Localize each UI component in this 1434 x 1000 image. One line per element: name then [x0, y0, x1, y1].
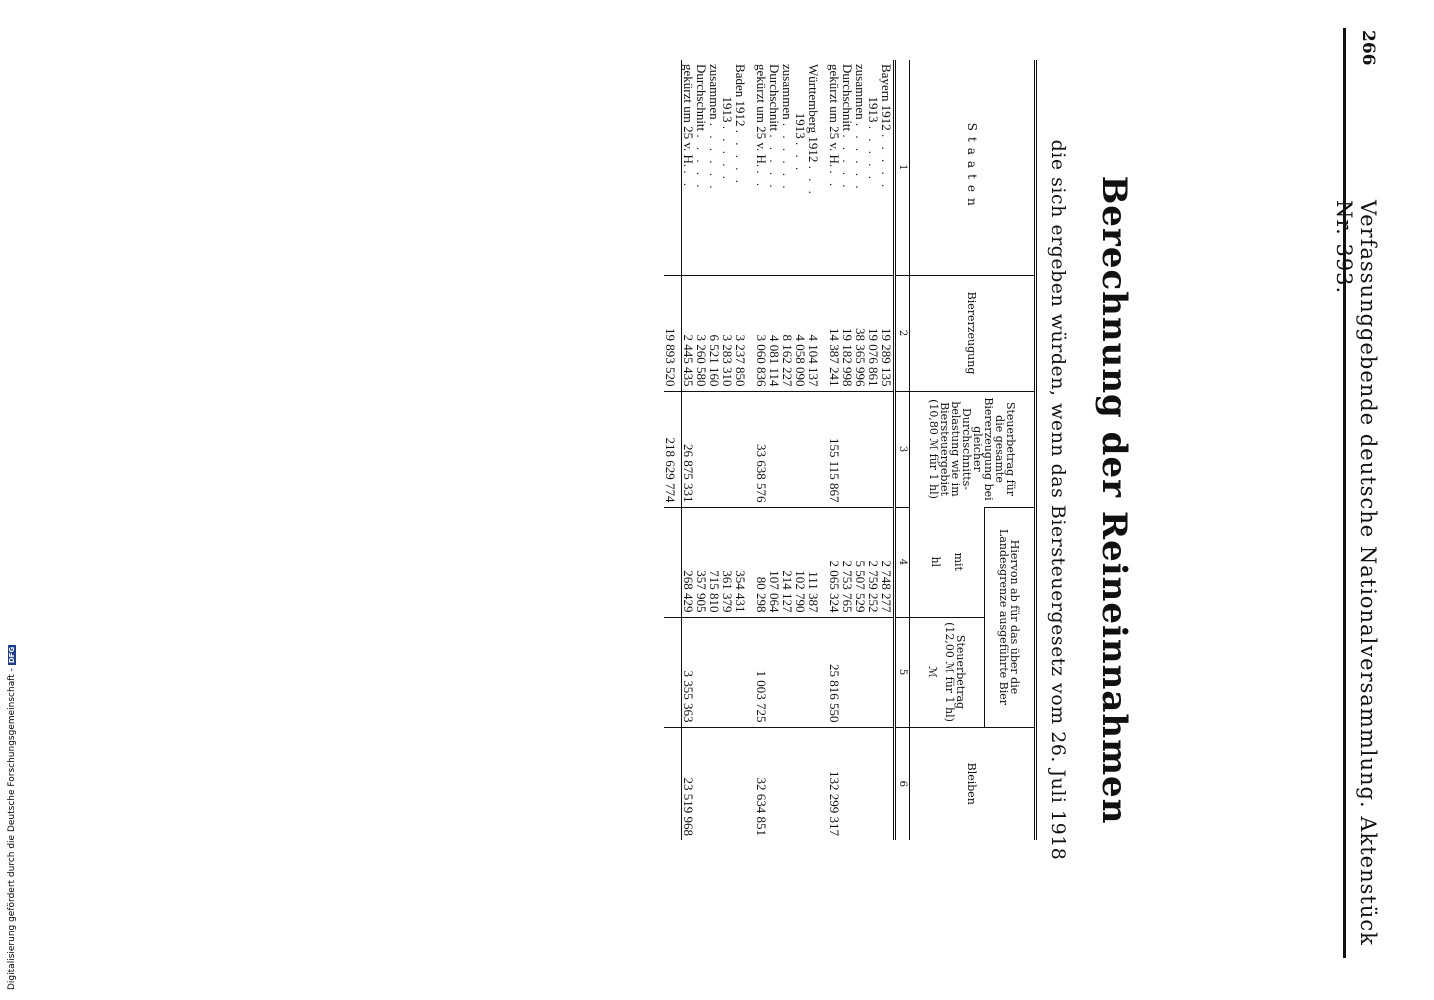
row-leader-dots: . . . . . [720, 125, 735, 182]
col-num-4: 4 [895, 507, 910, 617]
cell-c6 [721, 727, 734, 840]
row-label-text: Durchschnitt [840, 64, 855, 132]
cell-c3: 155 115 867 [828, 391, 841, 507]
row-label [828, 60, 841, 275]
cell-c2: 14 387 241 [828, 275, 841, 391]
running-title: Verfassunggebende deutsche Nationalversammlung. Aktenstück Nr. 393. [1332, 200, 1380, 946]
cell-c6 [854, 727, 867, 840]
table-row [854, 60, 867, 840]
cell-c5 [768, 617, 781, 727]
cell-c2: 19 182 998 [841, 275, 854, 391]
cell-c3 [841, 391, 854, 507]
header-mark-unit: ℳ [926, 666, 940, 678]
cell-c4: 268 429 [682, 507, 696, 617]
row-label [867, 60, 880, 275]
cell-c3 [854, 391, 867, 507]
cell-c5 [867, 617, 880, 727]
cell-c2: 2 445 435 [682, 275, 696, 391]
cell-c3 [867, 391, 880, 507]
cell-c5 [854, 617, 867, 727]
cell-c2: 19 289 135 [880, 275, 895, 391]
row-label [768, 60, 781, 275]
row-label [734, 60, 747, 275]
credit-text: Digitalisierung gefördert durch die Deutsche Forschungsgemeinschaft - [7, 668, 17, 990]
cell-c6 [781, 727, 794, 840]
header-mit-hl [910, 507, 985, 617]
table-row [734, 60, 747, 840]
row-label-text: 1913 [720, 64, 735, 123]
table-row [807, 60, 820, 840]
cell-c4: 2 065 324 [828, 507, 841, 617]
row-leader-dots: . . . . . [879, 134, 894, 191]
cell-c6 [794, 727, 807, 840]
row-label [755, 60, 768, 275]
cell-c3 [794, 391, 807, 507]
cell-c2: 3 237 850 [734, 275, 747, 391]
cell-c6: 32 634 851 [755, 727, 768, 840]
cell-c2: 4 104 137 [807, 275, 820, 391]
row-label [695, 60, 708, 275]
table-row [781, 60, 794, 840]
header-mit: mit [952, 552, 965, 571]
row-leader-dots: . . . . . [694, 134, 709, 191]
cell-c6 [880, 727, 895, 840]
row-label-text: gekürzt um 25 v. H. [681, 64, 696, 168]
column-number-row [895, 60, 910, 840]
col-num-6: 6 [895, 727, 910, 840]
row-label-text: zusammen [707, 64, 722, 120]
cell-c4: 102 790 [794, 507, 807, 617]
cell-c6 [867, 727, 880, 840]
cell-c5 [708, 617, 721, 727]
cell-c6 [841, 727, 854, 840]
cell-c2: 8 162 227 [781, 275, 794, 391]
revenue-table [664, 60, 1037, 840]
table-row [841, 60, 854, 840]
cell-c5: 3 355 363 [682, 617, 696, 727]
row-leader-dots: . . . . . [767, 134, 782, 191]
table-row [828, 60, 841, 840]
row-label-text: 1913 [793, 64, 808, 139]
table-row [682, 60, 696, 840]
row-label-text: gekürzt um 25 v. H. [827, 64, 842, 168]
table-row [867, 60, 880, 840]
row-leader-dots: . . . . . . [853, 122, 868, 192]
row-label [781, 60, 794, 275]
header-steuerbetrag-gesamt: Steuerbetrag für die gesamte Biererzeugung bei gleicher Durchschnitts-belastung wie im Biersteuergebiet (10,80 ℳ für 1 hl) [910, 391, 1035, 507]
table-body [664, 60, 895, 840]
cell-c3 [807, 391, 820, 507]
total-empty [664, 507, 682, 617]
cell-c2: 19 076 861 [867, 275, 880, 391]
row-label [708, 60, 721, 275]
totals-row [664, 60, 682, 840]
header-hiervon-ab: Hiervon ab für das über die Landesgrenze ausgeführte Bier [985, 507, 1035, 727]
cell-c4: 111 387 [807, 507, 820, 617]
row-label-text: Württemberg 1912 [806, 64, 821, 163]
row-label-text: Bayern 1912 [879, 64, 894, 131]
cell-c5 [721, 617, 734, 727]
cell-c4: 107 064 [768, 507, 781, 617]
cell-c3 [708, 391, 721, 507]
cell-c4: 361 379 [721, 507, 734, 617]
cell-c2: 6 521 160 [708, 275, 721, 391]
cell-c5 [794, 617, 807, 727]
total-empty [664, 617, 682, 727]
row-label-text: Durchschnitt [767, 64, 782, 132]
cell-c2: 4 058 090 [794, 275, 807, 391]
digitization-credit [7, 645, 17, 990]
table-row [695, 60, 708, 840]
table-top-rule [1034, 60, 1037, 840]
cell-c6 [708, 727, 721, 840]
row-label-text: 1913 [866, 64, 881, 123]
running-head [1332, 30, 1384, 970]
row-leader-dots: . . [827, 170, 842, 190]
row-leader-dots: . . . [806, 165, 821, 197]
cell-c6 [768, 727, 781, 840]
page-subtitle: die sich ergeben würden, wenn das Biersteuergesetz vom 26. Juli 1918 [1047, 139, 1069, 861]
cell-c4: 2 759 252 [867, 507, 880, 617]
col-num-3: 3 [895, 391, 910, 507]
row-label [721, 60, 734, 275]
page-title: Berechnung der Reineinnahmen [1094, 175, 1134, 825]
col-num-1: 1 [895, 60, 910, 275]
row-leader-dots: . . . . . [840, 134, 855, 191]
cell-c5: 25 816 550 [828, 617, 841, 727]
cell-c3 [734, 391, 747, 507]
cell-c3 [721, 391, 734, 507]
cell-c4: 214 127 [781, 507, 794, 617]
cell-c5 [734, 617, 747, 727]
row-label [880, 60, 895, 275]
cell-c6 [695, 727, 708, 840]
total-c2: 19 893 520 [664, 275, 682, 391]
cell-c4: 354 431 [734, 507, 747, 617]
header-hl-unit: hl [929, 556, 942, 568]
table-row [880, 60, 895, 840]
row-label-text: zusammen [780, 64, 795, 120]
cell-c5 [807, 617, 820, 727]
cell-c5 [695, 617, 708, 727]
table-row [721, 60, 734, 840]
cell-c5 [781, 617, 794, 727]
table-row [755, 60, 768, 840]
cell-c3: 33 638 576 [755, 391, 768, 507]
cell-c4: 2 753 765 [841, 507, 854, 617]
cell-c6 [807, 727, 820, 840]
row-label [841, 60, 854, 275]
cell-c6: 132 299 317 [828, 727, 841, 840]
cell-c6: 23 519 968 [682, 727, 696, 840]
row-leader-dots: . . [754, 170, 769, 190]
row-label-text: gekürzt um 25 v. H. [754, 64, 769, 168]
cell-c4: 80 298 [755, 507, 768, 617]
cell-c2: 38 365 996 [854, 275, 867, 391]
header-staaten: Staaten [910, 60, 1035, 275]
cell-c4: 357 905 [695, 507, 708, 617]
row-label [682, 60, 696, 275]
header-steuerbetrag-ausfuhr [910, 617, 985, 727]
cell-c3 [695, 391, 708, 507]
total-empty [664, 60, 682, 275]
cell-c2: 3 283 310 [721, 275, 734, 391]
header-biererzeugung: Biererzeugung [910, 275, 1035, 391]
row-leader-dots: . . . . . [733, 129, 748, 186]
table-row [768, 60, 781, 840]
cell-c3 [880, 391, 895, 507]
cell-c3 [781, 391, 794, 507]
row-label [794, 60, 807, 275]
row-leader-dots: . . . . . [866, 125, 881, 182]
col-num-5: 5 [895, 617, 910, 727]
row-leader-dots: . . . . . . [780, 122, 795, 192]
row-leader-dots: . . [681, 170, 696, 190]
page-number: 266 [1358, 30, 1378, 66]
row-label-text: Baden 1912 [733, 64, 748, 127]
cell-c3: 26 875 331 [682, 391, 696, 507]
row-leader-dots: . . . [793, 142, 808, 174]
table-row [708, 60, 721, 840]
row-label [854, 60, 867, 275]
cell-c4: 5 507 529 [854, 507, 867, 617]
cell-c4: 2 748 277 [880, 507, 895, 617]
col-num-2: 2 [895, 275, 910, 391]
header-bleiben: Bleiben [910, 727, 1035, 840]
header-rule [1343, 28, 1346, 958]
row-label-text: Durchschnitt [694, 64, 709, 132]
cell-c5 [880, 617, 895, 727]
row-label [807, 60, 820, 275]
row-label-text: zusammen [853, 64, 868, 120]
cell-c4: 715 810 [708, 507, 721, 617]
cell-c5: 1 003 725 [755, 617, 768, 727]
dfg-logo: DFG [8, 646, 16, 664]
cell-c3 [768, 391, 781, 507]
header-steuerbetrag-ausfuhr-text: Steuerbetrag (12,00 ℳ für 1 hl) [943, 622, 968, 722]
cell-c2: 3 060 836 [755, 275, 768, 391]
row-leader-dots: . . . . . . [707, 122, 722, 192]
total-empty [664, 727, 682, 840]
total-c3: 218 629 774 [664, 391, 682, 507]
cell-c5 [841, 617, 854, 727]
cell-c2: 3 260 580 [695, 275, 708, 391]
cell-c6 [734, 727, 747, 840]
cell-c2: 4 081 114 [768, 275, 781, 391]
